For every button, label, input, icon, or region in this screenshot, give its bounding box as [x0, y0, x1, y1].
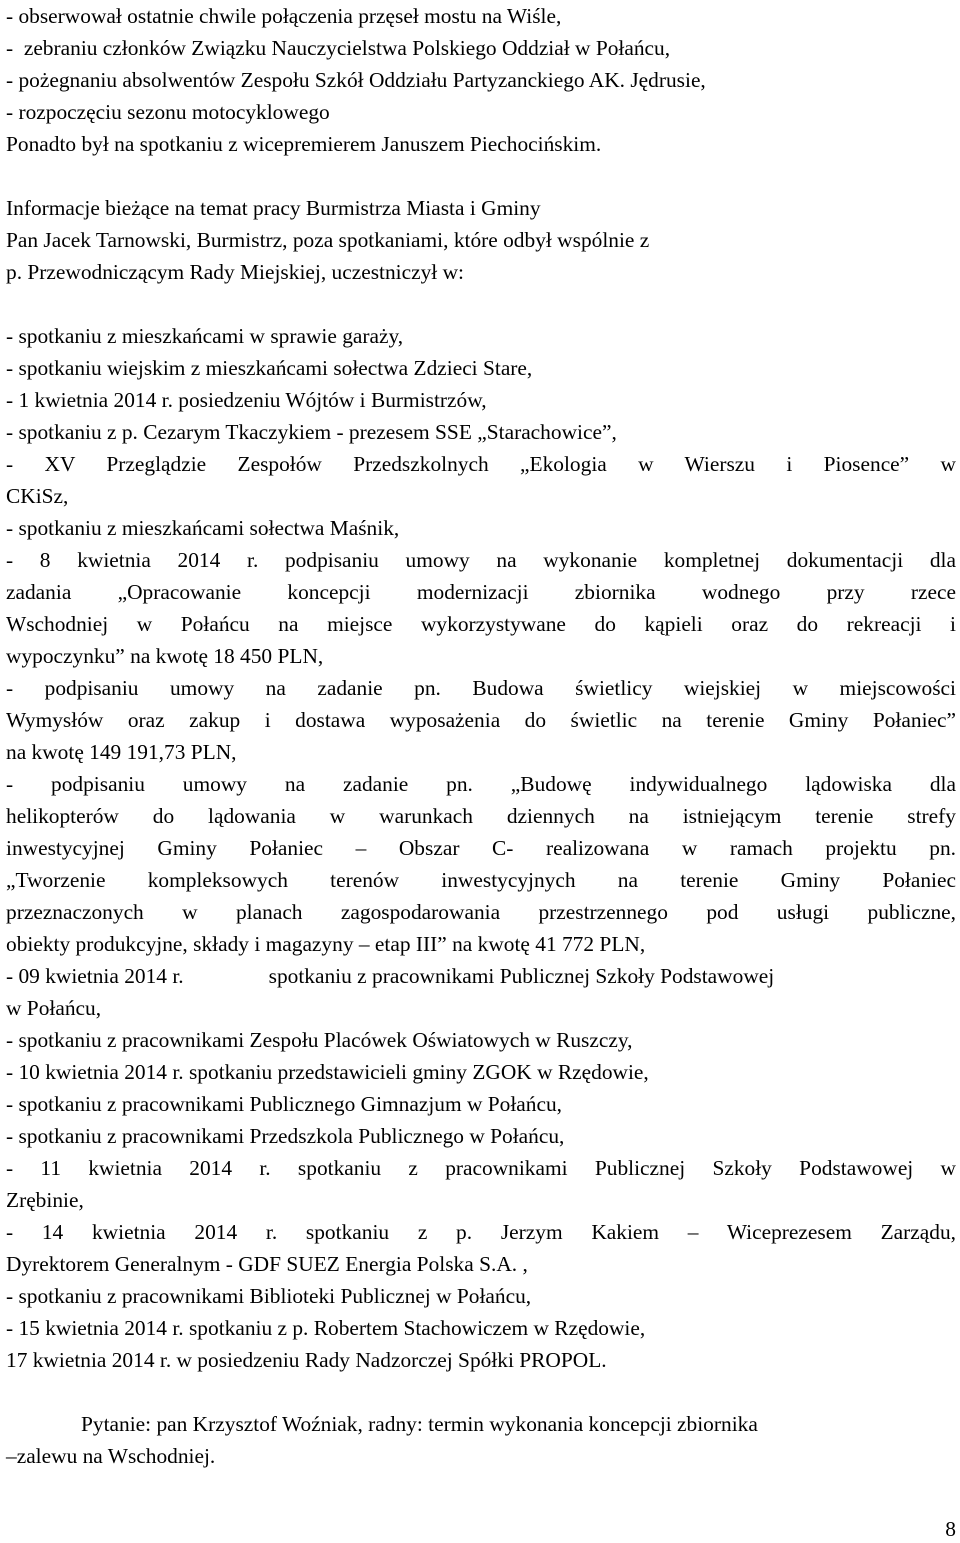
- spacer: [6, 160, 956, 192]
- section-heading: Informacje bieżące na temat pracy Burmistrza Miasta i Gminy: [6, 196, 541, 220]
- list-item: - pożegnaniu absolwentów Zespołu Szkół Oddziału Partyzanckiego AK. Jędrusie,: [6, 68, 706, 92]
- activity-line: wypoczynku” na kwotę 18 450 PLN,: [6, 644, 324, 668]
- intro-line: p. Przewodniczącym Rady Miejskiej, uczestniczył w:: [6, 260, 464, 284]
- activity-line: - 11 kwietnia 2014 r. spotkaniu z pracownikami Publicznej Szkoły Podstawowej w: [6, 1156, 956, 1180]
- activity-line: - spotkaniu z mieszkańcami w sprawie garaży,: [6, 324, 404, 348]
- activity-apr9: [6, 960, 956, 992]
- activity-line: Wymysłów oraz zakup i dostawa wyposażenia do świetlic na terenie Gminy Połaniec”: [6, 708, 956, 732]
- activity-line: „Tworzenie kompleksowych terenów inwestycyjnych na terenie Gminy Połaniec: [6, 868, 956, 892]
- activity-line: Dyrektorem Generalnym - GDF SUEZ Energia Polska S.A. ,: [6, 1252, 528, 1276]
- activity-line: Wschodniej w Połańcu na miejsce wykorzystywane do kąpieli oraz do rekreacji i: [6, 612, 956, 636]
- activity-line: CKiSz,: [6, 484, 69, 508]
- spacer: [6, 288, 956, 320]
- activity-line: - 1 kwietnia 2014 r. posiedzeniu Wójtów i Burmistrzów,: [6, 388, 487, 412]
- activity-date: - 09 kwietnia 2014 r.: [6, 964, 184, 988]
- spacer: [6, 1376, 956, 1408]
- activity-line: - podpisaniu umowy na zadanie pn. „Budowę indywidualnego lądowiska dla: [6, 772, 956, 796]
- activity-line: - 15 kwietnia 2014 r. spotkaniu z p. Robertem Stachowiczem w Rzędowie,: [6, 1316, 646, 1340]
- activity-line: - 10 kwietnia 2014 r. spotkaniu przedstawicieli gminy ZGOK w Rzędowie,: [6, 1060, 649, 1084]
- activity-line: obiekty produkcyjne, składy i magazyny – etap III” na kwotę 41 772 PLN,: [6, 932, 646, 956]
- activity-line: Zrębinie,: [6, 1188, 84, 1212]
- activity-line: przeznaczonych w planach zagospodarowania przestrzennego pod usługi publiczne,: [6, 900, 956, 924]
- activities-list: [6, 320, 956, 960]
- activity-line: - XV Przeglądzie Zespołów Przedszkolnych „Ekologia w Wierszu i Piosence” w: [6, 452, 956, 476]
- activity-line: - spotkaniu z mieszkańcami sołectwa Maśnik,: [6, 516, 400, 540]
- list-item: Ponadto był na spotkaniu z wicepremierem Januszem Piechocińskim.: [6, 132, 602, 156]
- activity-line: helikopterów do lądowania w warunkach dziennych na istniejącym terenie strefy: [6, 804, 956, 828]
- activity-line: - 8 kwietnia 2014 r. podpisaniu umowy na wykonanie kompletnej dokumentacji dla: [6, 548, 956, 572]
- question-line: Pytanie: pan Krzysztof Woźniak, radny: termin wykonania koncepcji zbiornika: [81, 1412, 758, 1436]
- activity-text: spotkaniu z pracownikami Publicznej Szkoły Podstawowej: [268, 964, 775, 988]
- list-item: - rozpoczęciu sezonu motocyklowego: [6, 100, 330, 124]
- document-page: [6, 0, 956, 1472]
- activity-line: inwestycyjnej Gminy Połaniec – Obszar C- realizowana w ramach projektu pn.: [6, 836, 956, 860]
- intro-line: Pan Jacek Tarnowski, Burmistrz, poza spotkaniami, które odbył wspólnie z: [6, 228, 650, 252]
- activity-line: - spotkaniu z pracownikami Publicznego Gimnazjum w Połańcu,: [6, 1092, 563, 1116]
- top-list: [6, 0, 956, 160]
- activity-line: - spotkaniu z pracownikami Przedszkola Publicznego w Połańcu,: [6, 1124, 565, 1148]
- activity-line: - spotkaniu z pracownikami Biblioteki Publicznej w Połańcu,: [6, 1284, 532, 1308]
- list-item: - obserwował ostatnie chwile połączenia przęseł mostu na Wiśle,: [6, 4, 562, 28]
- activity-line: 17 kwietnia 2014 r. w posiedzeniu Rady Nadzorczej Spółki PROPOL.: [6, 1348, 607, 1372]
- activity-line: - spotkaniu wiejskim z mieszkańcami sołectwa Zdzieci Stare,: [6, 356, 533, 380]
- activity-line: - spotkaniu z p. Cezarym Tkaczykiem - prezesem SSE „Starachowice”,: [6, 420, 617, 444]
- activities-list-2: [6, 1024, 956, 1376]
- activity-line: zadania „Opracowanie koncepcji modernizacji zbiornika wodnego przy rzece: [6, 580, 956, 604]
- page-number: 8: [945, 1517, 956, 1541]
- activity-continuation: w Połańcu,: [6, 996, 102, 1020]
- activity-line: - spotkaniu z pracownikami Zespołu Placówek Oświatowych w Ruszczy,: [6, 1028, 633, 1052]
- question-line: –zalewu na Wschodniej.: [6, 1444, 216, 1468]
- activity-line: na kwotę 149 191,73 PLN,: [6, 740, 237, 764]
- activity-line: - podpisaniu umowy na zadanie pn. Budowa świetlicy wiejskiej w miejscowości: [6, 676, 956, 700]
- activity-line: - 14 kwietnia 2014 r. spotkaniu z p. Jerzym Kakiem – Wiceprezesem Zarządu,: [6, 1220, 956, 1244]
- list-item: - zebraniu członków Związku Nauczycielstwa Polskiego Oddział w Połańcu,: [6, 36, 671, 60]
